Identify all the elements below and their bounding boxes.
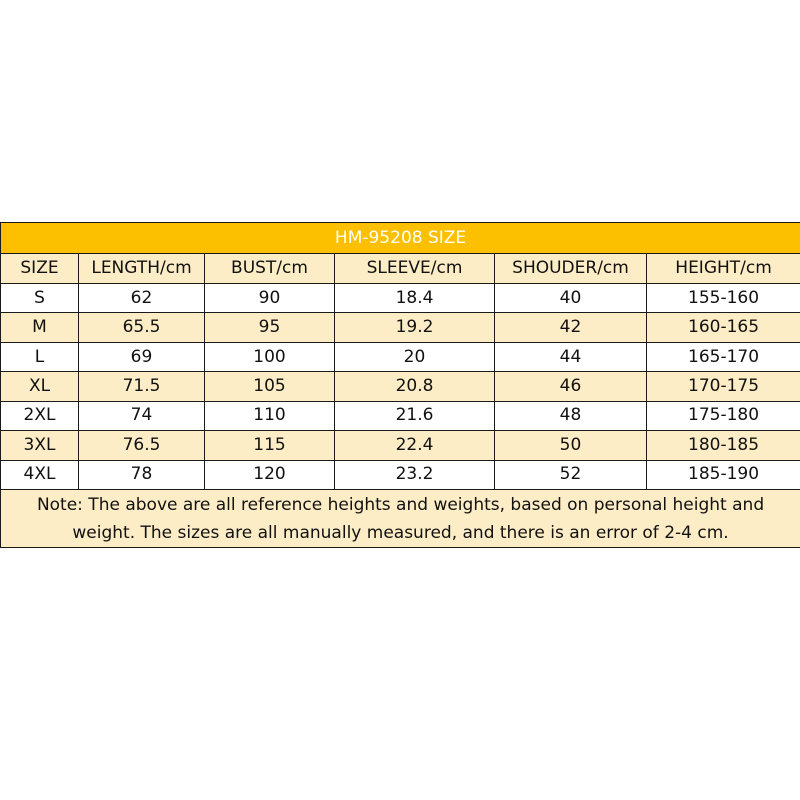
cell-length: 78 (79, 460, 205, 489)
cell-height: 160-165 (647, 313, 800, 342)
header-shoulder: SHOUDER/cm (495, 254, 647, 283)
cell-height: 175-180 (647, 401, 800, 430)
table-row (1, 460, 800, 489)
header-size: SIZE (1, 254, 79, 283)
cell-size: L (1, 342, 79, 371)
cell-length: 76.5 (79, 431, 205, 460)
cell-bust: 120 (205, 460, 335, 489)
table-title-row (1, 223, 800, 254)
table-row (1, 401, 800, 430)
cell-size: M (1, 313, 79, 342)
cell-bust: 105 (205, 372, 335, 401)
cell-shoulder: 42 (495, 313, 647, 342)
table-row (1, 313, 800, 342)
cell-shoulder: 44 (495, 342, 647, 371)
cell-bust: 115 (205, 431, 335, 460)
cell-height: 185-190 (647, 460, 800, 489)
cell-sleeve: 23.2 (335, 460, 495, 489)
table-row (1, 372, 800, 401)
cell-size: 3XL (1, 431, 79, 460)
cell-sleeve: 20.8 (335, 372, 495, 401)
cell-length: 65.5 (79, 313, 205, 342)
size-chart-table (0, 222, 800, 548)
cell-length: 69 (79, 342, 205, 371)
cell-shoulder: 50 (495, 431, 647, 460)
cell-bust: 90 (205, 283, 335, 312)
cell-sleeve: 18.4 (335, 283, 495, 312)
table-title: HM-95208 SIZE (1, 223, 800, 254)
cell-size: S (1, 283, 79, 312)
cell-length: 71.5 (79, 372, 205, 401)
cell-shoulder: 40 (495, 283, 647, 312)
cell-shoulder: 48 (495, 401, 647, 430)
header-sleeve: SLEEVE/cm (335, 254, 495, 283)
cell-size: 4XL (1, 460, 79, 489)
cell-size: XL (1, 372, 79, 401)
cell-bust: 95 (205, 313, 335, 342)
table-note: Note: The above are all reference heights and weights, based on personal height and weight. The sizes are all manually measured, and there is an error of 2-4 cm. (1, 490, 800, 548)
header-bust: BUST/cm (205, 254, 335, 283)
cell-shoulder: 46 (495, 372, 647, 401)
cell-height: 165-170 (647, 342, 800, 371)
cell-shoulder: 52 (495, 460, 647, 489)
table-row (1, 431, 800, 460)
cell-sleeve: 21.6 (335, 401, 495, 430)
cell-height: 155-160 (647, 283, 800, 312)
cell-bust: 110 (205, 401, 335, 430)
cell-sleeve: 19.2 (335, 313, 495, 342)
header-height: HEIGHT/cm (647, 254, 800, 283)
table-row (1, 342, 800, 371)
cell-height: 180-185 (647, 431, 800, 460)
cell-size: 2XL (1, 401, 79, 430)
table-note-row (1, 490, 800, 548)
cell-sleeve: 22.4 (335, 431, 495, 460)
cell-height: 170-175 (647, 372, 800, 401)
cell-bust: 100 (205, 342, 335, 371)
cell-length: 62 (79, 283, 205, 312)
cell-length: 74 (79, 401, 205, 430)
header-length: LENGTH/cm (79, 254, 205, 283)
table-row (1, 283, 800, 312)
table-header-row (1, 254, 800, 283)
cell-sleeve: 20 (335, 342, 495, 371)
